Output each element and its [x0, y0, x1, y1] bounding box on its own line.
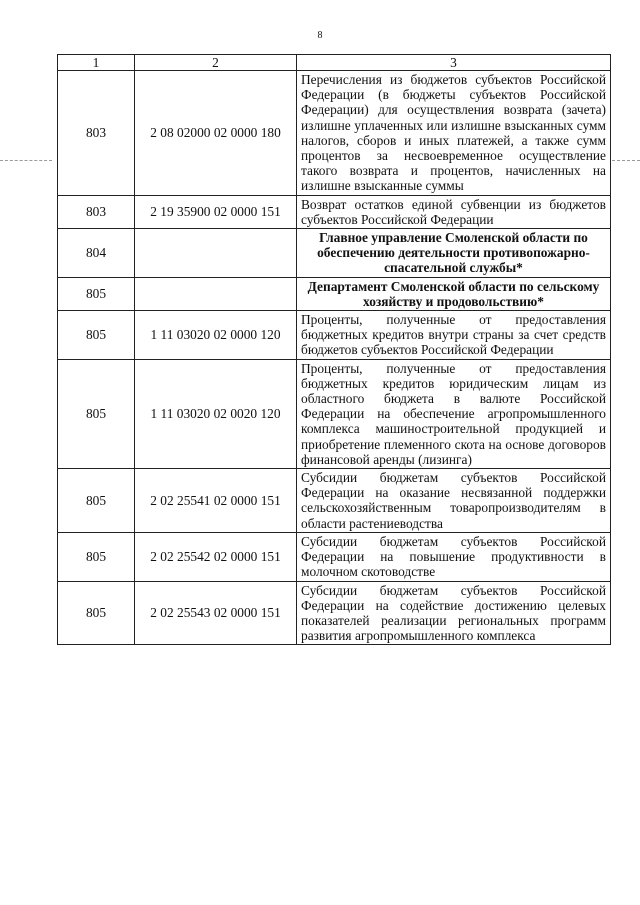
department-title-cell: Департамент Смоленской области по сельскому хозяйству и продовольствию*	[297, 277, 611, 310]
description-cell: Возврат остатков единой субвенции из бюджетов субъектов Российской Федерации	[297, 195, 611, 228]
table-row	[58, 195, 611, 228]
department-row	[58, 229, 611, 278]
department-title-cell: Главное управление Смоленской области по обеспечению деятельности противопожарно-спасательной службы*	[297, 229, 611, 278]
budget-code-cell: 2 19 35900 02 0000 151	[135, 195, 297, 228]
description-cell: Проценты, полученные от предоставления бюджетных кредитов внутри страны за счет средств бюджетов субъектов Российской Федерации	[297, 311, 611, 360]
fold-mark-right	[612, 160, 640, 161]
budget-classification-table	[57, 54, 611, 645]
table-row	[58, 359, 611, 468]
description-cell: Субсидии бюджетам субъектов Российской Федерации на повышение продуктивности в молочном скотоводстве	[297, 532, 611, 581]
table-row	[58, 311, 611, 360]
budget-code-cell: 2 08 02000 02 0000 180	[135, 71, 297, 196]
admin-code-cell: 803	[58, 195, 135, 228]
column-header-3: 3	[297, 55, 611, 71]
budget-code-cell: 2 02 25543 02 0000 151	[135, 581, 297, 645]
budget-code-cell	[135, 229, 297, 278]
page-number: 8	[317, 30, 323, 41]
admin-code-cell: 805	[58, 311, 135, 360]
admin-code-cell: 805	[58, 277, 135, 310]
column-header-2: 2	[135, 55, 297, 71]
table-row	[58, 532, 611, 581]
admin-code-cell: 805	[58, 581, 135, 645]
column-header-1: 1	[58, 55, 135, 71]
admin-code-cell: 805	[58, 532, 135, 581]
description-cell: Субсидии бюджетам субъектов Российской Федерации на содействие достижению целевых показателей реализации региональных программ развития агропромышленного комплекса	[297, 581, 611, 645]
table-row	[58, 71, 611, 196]
department-row	[58, 277, 611, 310]
budget-code-cell: 1 11 03020 02 0020 120	[135, 359, 297, 468]
table-header-row	[58, 55, 611, 71]
admin-code-cell: 805	[58, 469, 135, 533]
description-cell: Перечисления из бюджетов субъектов Российской Федерации (в бюджеты субъектов Российской Федерации) для осуществления возврата (зачета) излишне уплаченных или излишне взысканных сумм налогов, сборов и иных платежей, а также сумм процентов за несвоевременное осуществление такого возврата и процентов, начисленных на излишне взысканные суммы	[297, 71, 611, 196]
budget-code-cell: 2 02 25542 02 0000 151	[135, 532, 297, 581]
table-row	[58, 581, 611, 645]
admin-code-cell: 805	[58, 359, 135, 468]
description-cell: Проценты, полученные от предоставления бюджетных кредитов юридическим лицам из областного бюджета в валюте Российской Федерации на обеспечение агропромышленного комплекса машиностроительной продукцией и приобретение племенного скота на основе договоров финансовой аренды (лизинга)	[297, 359, 611, 468]
admin-code-cell: 803	[58, 71, 135, 196]
description-cell: Субсидии бюджетам субъектов Российской Федерации на оказание несвязанной поддержки сельскохозяйственным товаропроизводителям в области растениеводства	[297, 469, 611, 533]
admin-code-cell: 804	[58, 229, 135, 278]
table-row	[58, 469, 611, 533]
fold-mark-left	[0, 160, 52, 161]
budget-code-cell	[135, 277, 297, 310]
budget-code-cell: 1 11 03020 02 0000 120	[135, 311, 297, 360]
budget-code-cell: 2 02 25541 02 0000 151	[135, 469, 297, 533]
